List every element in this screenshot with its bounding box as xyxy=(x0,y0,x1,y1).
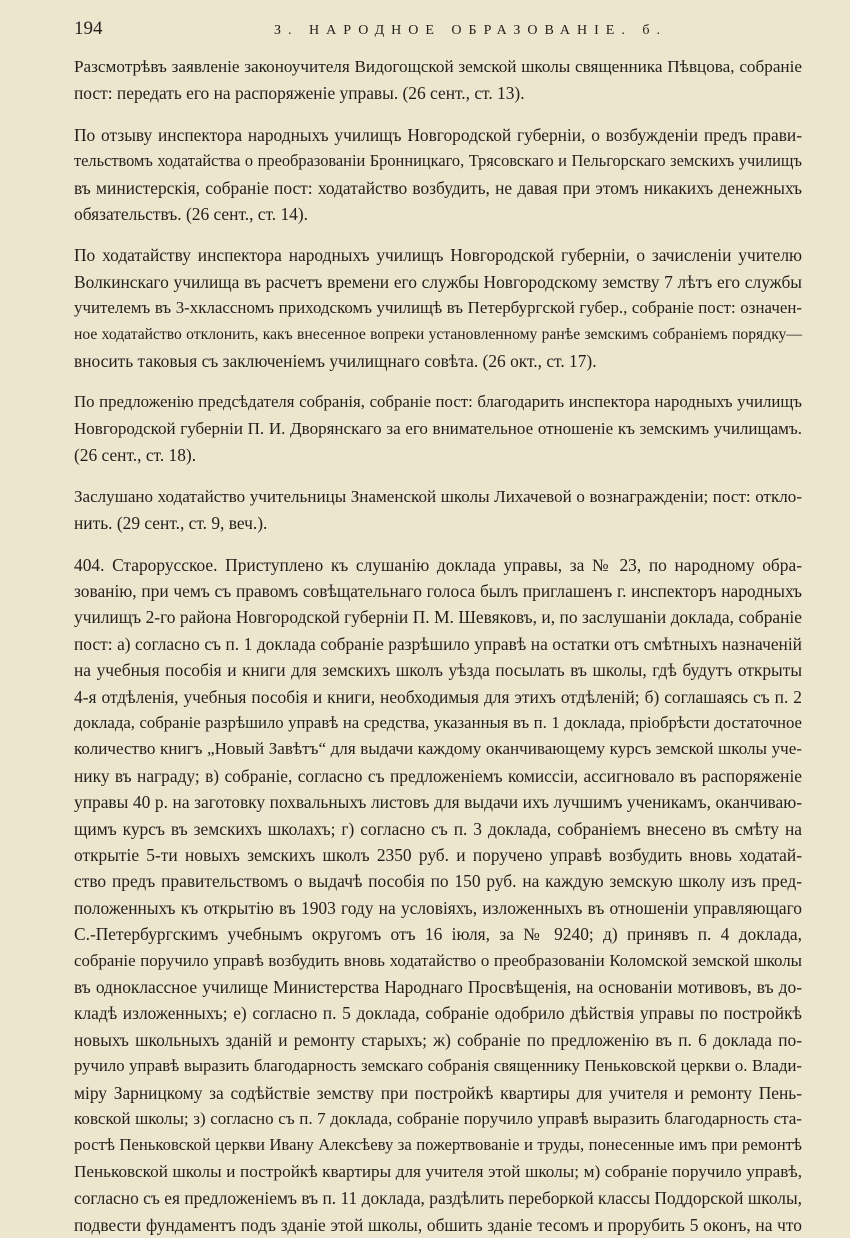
text-line: въ одноклассное училище Министерства Народнаго Просвѣщенія, на основаніи мотивовъ, въ до- xyxy=(74,974,802,1000)
page-header xyxy=(74,18,802,54)
text-line: доклада, собраніе разрѣшило управѣ на средства, указанныя въ п. 1 доклада, пріобрѣсти достаточное xyxy=(74,710,802,736)
text-line: щимъ курсъ въ земскихъ школахъ; г) согласно съ п. 3 доклада, собраніемъ внесено въ смѣту на xyxy=(74,816,802,842)
text-line: подвести фундаментъ подъ зданіе этой школы, обшить зданіе тесомъ и прорубить 5 оконъ, на что xyxy=(74,1212,802,1238)
text-line: кладѣ изложенныхъ; е) согласно п. 5 доклада, собраніе одобрило дѣйствія управы по постройкѣ xyxy=(74,1000,802,1026)
text-line: положенныхъ къ открытію въ 1903 году на условіяхъ, изложенныхъ въ отношеніи управляющаго xyxy=(74,895,802,921)
text-line: пост: а) согласно съ п. 1 доклада собраніе разрѣшило управѣ на остатки отъ смѣтныхъ назначеній xyxy=(74,631,802,657)
body-text xyxy=(74,54,802,1238)
text-line: По ходатайству инспектора народныхъ училищъ Новгородской губерніи, о зачисленіи учителю xyxy=(74,242,802,268)
text-line: нить. (29 сент., ст. 9, веч.). xyxy=(74,510,802,536)
paragraph xyxy=(74,389,802,468)
text-line: ное ходатайство отклонить, какъ внесенное вопреки установленному ранѣе земскимъ собраніемъ порядку— xyxy=(74,322,802,348)
text-line: ство предъ правительствомъ о выдачѣ пособія по 150 руб. на каждую земскую школу изъ пред- xyxy=(74,868,802,894)
text-line: тельствомъ ходатайства о преобразованіи Бронницкаго, Трясовскаго и Пельгорскаго земскихъ училищъ xyxy=(74,148,802,174)
text-line: 4-я отдѣленія, учебныя пособія и книги, необходимыя для этихъ отдѣленій; б) соглашаясь съ п. 2 xyxy=(74,684,802,710)
text-line: нику въ награду; в) собраніе, согласно съ предложеніемъ комиссіи, ассигновало въ распоряженіе xyxy=(74,763,802,789)
text-line: на учебныя пособія и книги для земскихъ школъ уѣзда посылать въ школы, гдѣ будутъ открыты xyxy=(74,657,802,683)
text-line: собраніе поручило управѣ возбудить вновь ходатайство о преобразованіи Коломской земской школы xyxy=(74,948,802,974)
text-line: Пеньковской школы и постройкѣ квартиры для учителя этой школы; м) собраніе поручило управѣ, xyxy=(74,1159,802,1185)
text-line: зованію, при чемъ съ правомъ совѣщательнаго голоса былъ приглашенъ г. инспекторъ народныхъ xyxy=(74,578,802,604)
text-line: въ министерскія, собраніе пост: ходатайство возбудить, не давая при этомъ никакихъ денежныхъ xyxy=(74,175,802,201)
paragraph xyxy=(74,552,802,1238)
text-line: Разсмотрѣвъ заявленіе законоучителя Видогощской земской школы священника Пѣвцова, собраніе xyxy=(74,54,802,80)
text-line: открытіе 5-ти новыхъ земскихъ школъ 2350 руб. и поручено управѣ возбудить вновь ходатай- xyxy=(74,842,802,868)
text-line: 404. Старорусское. Приступлено къ слушанію доклада управы, за № 23, по народному обра- xyxy=(74,552,802,578)
text-line: міру Зарницкому за содѣйствіе земству при постройкѣ квартиры для учителя и ремонту Пень- xyxy=(74,1080,802,1106)
text-line: По отзыву инспектора народныхъ училищъ Новгородской губерніи, о возбужденіи предъ прави- xyxy=(74,122,802,148)
text-line: новыхъ школьныхъ зданій и ремонту старыхъ; ж) собраніе по предложенію въ п. 6 доклада по- xyxy=(74,1027,802,1053)
text-line: По предложенію предсѣдателя собранія, собраніе пост: благодарить инспектора народныхъ училищъ xyxy=(74,389,802,415)
text-line: ковской школы; з) согласно съ п. 7 доклада, собраніе поручило управѣ выразить благодарность ста- xyxy=(74,1106,802,1132)
paragraph xyxy=(74,122,802,228)
text-line: Волкинскаго училища въ расчетъ времени его службы Новгородскому земству 7 лѣтъ его службы xyxy=(74,269,802,295)
text-line: ручило управѣ выразить благодарность земскаго собранія священнику Пеньковской церкви о. Влади- xyxy=(74,1053,802,1079)
text-line: количество книгъ „Новый Завѣтъ“ для выдачи каждому оканчивающему курсъ земской школы уче- xyxy=(74,736,802,762)
text-line: С.-Петербургскимъ учебнымъ округомъ отъ 16 іюля, за № 9240; д) принявъ п. 4 доклада, xyxy=(74,921,802,947)
text-line: пост: передать его на распоряженіе управы. (26 сент., ст. 13). xyxy=(74,80,802,106)
running-title: З. НАРОДНОЕ ОБРАЗОВАНІЕ. б. xyxy=(274,23,802,39)
page-number: 194 xyxy=(74,18,274,40)
text-line: вносить таковыя съ заключеніемъ училищнаго совѣта. (26 окт., ст. 17). xyxy=(74,348,802,374)
text-line: управы 40 р. на заготовку похвальныхъ листовъ для выдачи ихъ лучшимъ ученикамъ, оканчиваю- xyxy=(74,789,802,815)
text-line: (26 сент., ст. 18). xyxy=(74,442,802,468)
text-line: Заслушано ходатайство учительницы Знаменской школы Лихачевой о вознагражденіи; пост: откло- xyxy=(74,484,802,510)
paragraph xyxy=(74,484,802,537)
paragraph xyxy=(74,242,802,374)
text-line: учителемъ въ 3-хклассномъ приходскомъ училищѣ въ Петербургской губер., собраніе пост: означен- xyxy=(74,295,802,321)
text-line: Новгородской губерніи П. И. Дворянскаго за его внимательное отношеніе къ земскимъ училищамъ. xyxy=(74,416,802,442)
text-line: обязательствъ. (26 сент., ст. 14). xyxy=(74,201,802,227)
text-line: ростѣ Пеньковской церкви Ивану Алексѣеву за пожертвованіе и труды, понесенные имъ при ремонтѣ xyxy=(74,1132,802,1158)
text-line: училищъ 2-го района Новгородской губерніи П. М. Шевяковъ, и, по заслушаніи доклада, собраніе xyxy=(74,604,802,630)
paragraph xyxy=(74,54,802,107)
text-line: согласно съ ея предложеніемъ въ п. 11 доклада, раздѣлить переборкой классы Поддорской школы, xyxy=(74,1185,802,1211)
